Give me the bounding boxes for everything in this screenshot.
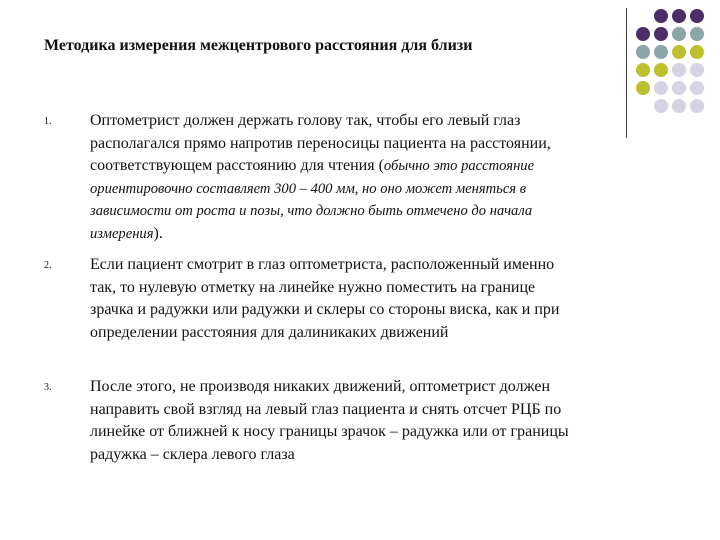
decorative-dot bbox=[654, 63, 668, 77]
text-line: После этого, не производя никаких движений, оптометрист должен bbox=[90, 378, 551, 395]
decorative-dot bbox=[672, 81, 686, 95]
decorative-dot bbox=[636, 27, 650, 41]
list-item-text bbox=[90, 110, 660, 245]
italic-text-segment: измерения bbox=[90, 225, 154, 242]
decorative-dot bbox=[636, 81, 650, 95]
text-line bbox=[90, 223, 660, 246]
text-line bbox=[90, 155, 660, 178]
decorative-dot bbox=[690, 99, 704, 113]
decorative-dot bbox=[672, 63, 686, 77]
decorative-dot bbox=[672, 9, 686, 23]
decorative-dot bbox=[672, 45, 686, 59]
text-line: так, то нулевую отметку на линейке нужно поместить на границе bbox=[90, 278, 536, 296]
decorative-dot bbox=[690, 81, 704, 95]
decorative-dot bbox=[672, 27, 686, 41]
decorative-dot bbox=[690, 63, 704, 77]
italic-text-line: ориентировочно составляет 300 – 400 мм, но оно может меняться в bbox=[90, 180, 527, 197]
decorative-dot bbox=[654, 9, 668, 23]
slide-title: Методика измерения межцентрового расстояния для близи bbox=[44, 37, 473, 54]
decorative-dot bbox=[672, 99, 686, 113]
list-number: 1. bbox=[44, 116, 52, 127]
text-line: Оптометрист должен держать голову так, чтобы его левый глаз bbox=[90, 112, 521, 129]
text-segment: ). bbox=[153, 224, 163, 242]
decorative-dot-grid bbox=[636, 9, 716, 109]
decorative-dot bbox=[654, 27, 668, 41]
decorative-dot bbox=[690, 27, 704, 41]
list-item-text bbox=[90, 376, 660, 466]
decorative-dot bbox=[690, 9, 704, 23]
text-line: линейке от ближней к носу границы зрачок – радужка или от границы bbox=[90, 423, 569, 440]
decorative-dot bbox=[654, 45, 668, 59]
list-item-text bbox=[90, 254, 660, 344]
text-segment: соответствующем расстоянию для чтения ( bbox=[90, 157, 384, 174]
text-line: определении расстояния для далиникаких движений bbox=[90, 323, 449, 341]
italic-text-segment: обычно это расстояние bbox=[383, 158, 535, 174]
list-number: 3. bbox=[44, 382, 52, 393]
italic-text-line: зависимости от роста и позы, что должно быть отмечено до начала bbox=[90, 203, 533, 219]
text-line: направить свой взгляд на левый глаз пациента и снять отсчет РЦБ по bbox=[90, 400, 562, 418]
list-number: 2. bbox=[44, 260, 52, 271]
text-line: Если пациент смотрит в глаз оптометриста, расположенный именно bbox=[90, 256, 555, 273]
decorative-dot bbox=[636, 45, 650, 59]
decorative-dot bbox=[690, 45, 704, 59]
text-line: располагался прямо напротив переносицы пациента на расстоянии, bbox=[90, 134, 551, 152]
text-line: радужка – склера левого глаза bbox=[90, 445, 295, 463]
decorative-dot bbox=[636, 63, 650, 77]
text-line: зрачка и радужки или радужки и склеры со стороны виска, как и при bbox=[90, 301, 560, 318]
decorative-dot bbox=[654, 81, 668, 95]
